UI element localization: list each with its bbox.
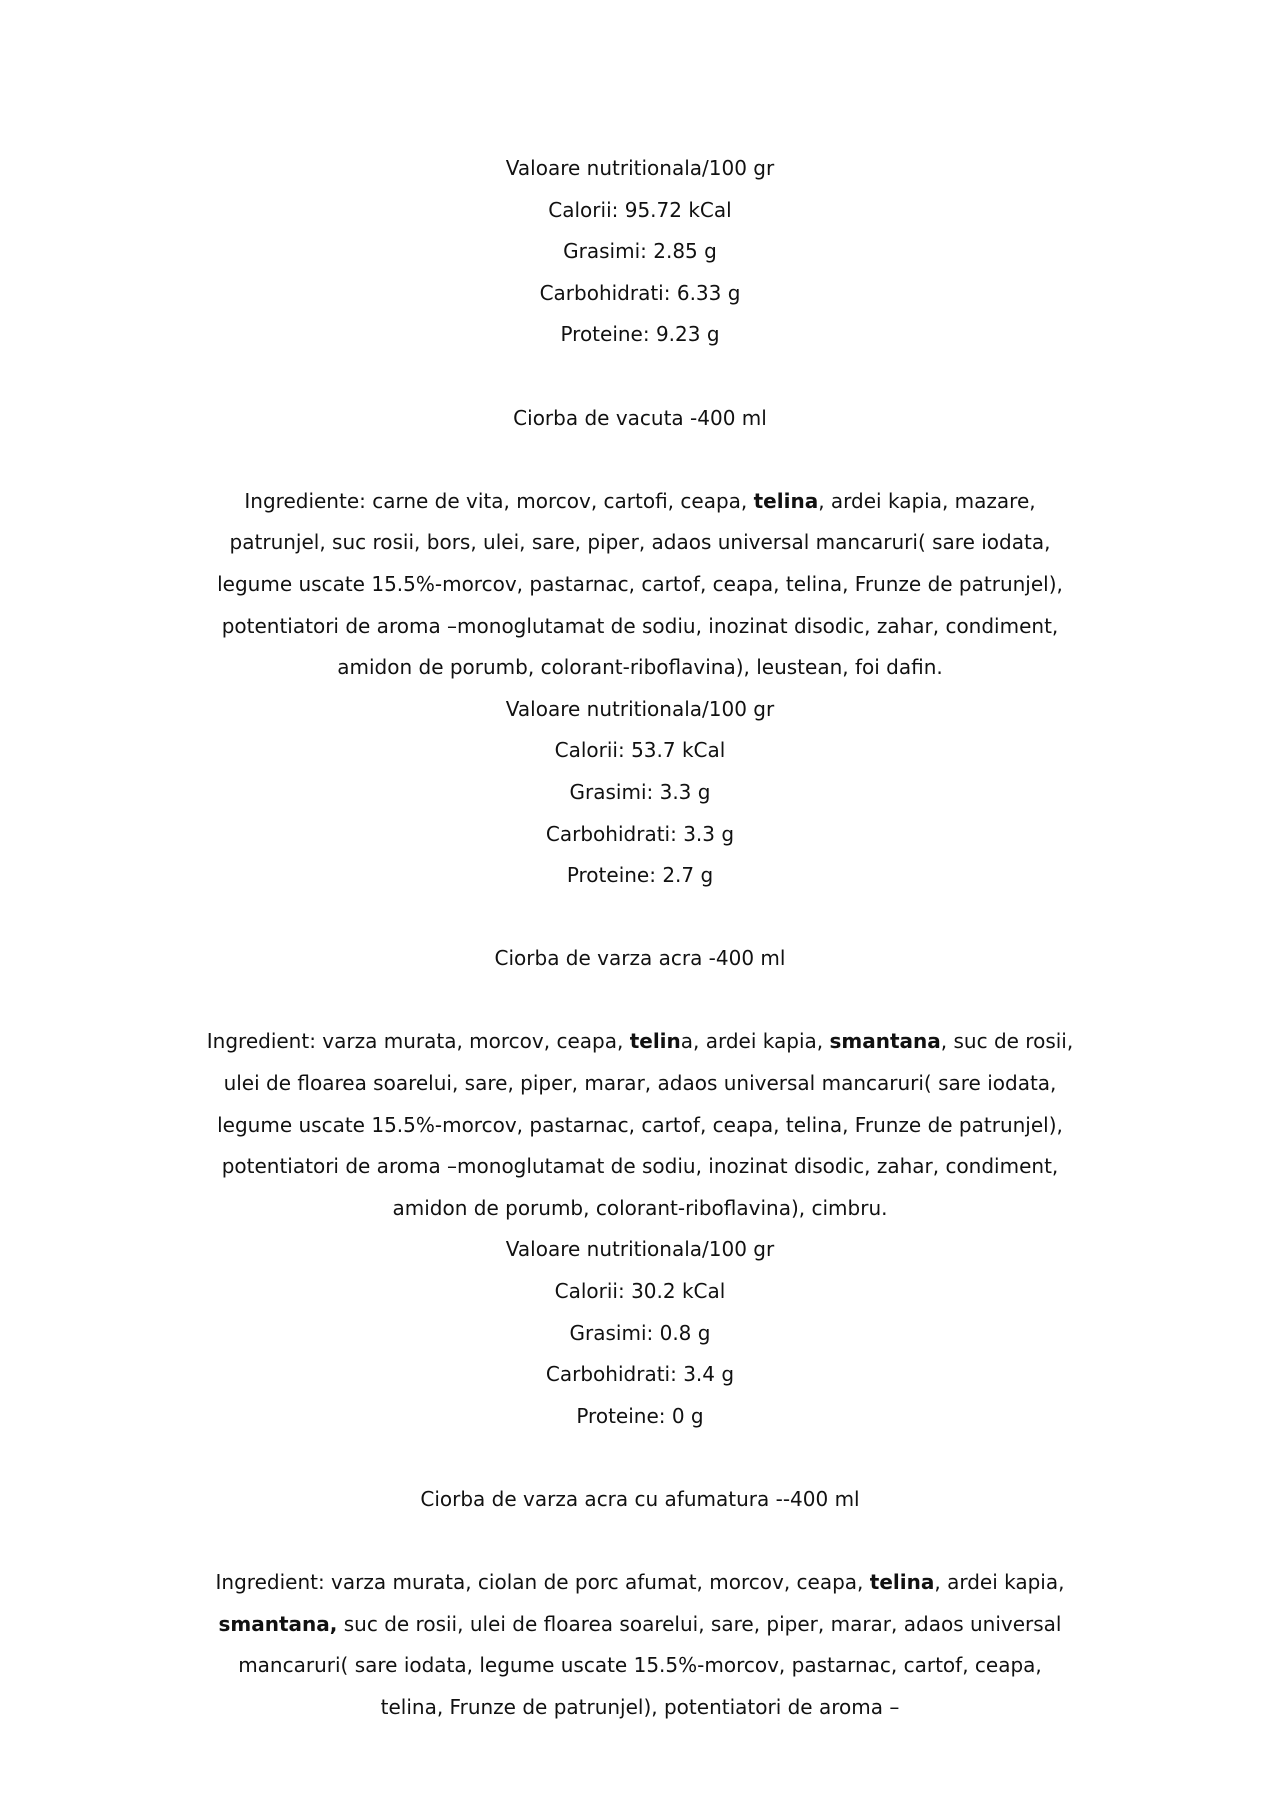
ingredients-line: potentiatori de aroma –monoglutamat de sodiu, inozinat disodic, zahar, condiment, [221,1154,1059,1179]
ingredients-line: amidon de porumb, colorant-riboflavina), cimbru. [392,1195,888,1220]
allergen-highlight: telin [629,1029,681,1054]
nutrition-calories: Calorii: 30.2 kCal [554,1279,726,1304]
ingredients-line: Ingrediente: carne de vita, morcov, cartofi, ceapa, telina, ardei kapia, mazare, [244,488,1036,513]
allergen-highlight: smantana [829,1029,941,1054]
nutrition-block [0,1229,1280,1437]
ingredients-line: patrunjel, suc rosii, bors, ulei, sare, piper, adaos universal mancaruri( sare iodata, [229,530,1051,555]
ingredients-line: legume uscate 15.5%-morcov, pastarnac, cartof, ceapa, telina, Frunze de patrunjel), [217,1112,1063,1137]
nutrition-protein: Proteine: 0 g [576,1403,704,1428]
ingredients-paragraph [0,1562,1280,1728]
nutrition-carbs: Carbohidrati: 3.3 g [545,821,735,846]
document-page [0,148,1280,1729]
ingredients-line: telina, Frunze de patrunjel), potentiatori de aroma – [380,1694,900,1719]
ingredients-line: Ingredient: varza murata, ciolan de porc afumat, morcov, ceapa, telina, ardei kapia, [215,1570,1065,1595]
ingredients-paragraph [0,481,1280,689]
nutrition-fat: Grasimi: 3.3 g [569,779,711,804]
nutrition-protein: Proteine: 2.7 g [566,863,714,888]
section-title: Ciorba de varza acra -400 ml [494,946,786,971]
ingredients-line: ulei de floarea soarelui, sare, piper, marar, adaos universal mancaruri( sare iodata, [223,1071,1057,1096]
nutrition-calories: Calorii: 95.72 kCal [548,197,732,222]
nutrition-carbs: Carbohidrati: 3.4 g [545,1362,735,1387]
allergen-highlight: telina [869,1570,935,1595]
allergen-highlight: smantana, [218,1611,338,1636]
nutrition-fat: Grasimi: 0.8 g [569,1320,711,1345]
ingredients-line: smantana, suc de rosii, ulei de floarea soarelui, sare, piper, marar, adaos universal [218,1611,1062,1636]
nutrition-carbs: Carbohidrati: 6.33 g [539,280,741,305]
ingredients-line: Ingredient: varza murata, morcov, ceapa, telina, ardei kapia, smantana, suc de rosii, [206,1029,1074,1054]
nutrition-block [0,689,1280,897]
nutrition-calories: Calorii: 53.7 kCal [554,738,726,763]
ingredients-line: legume uscate 15.5%-morcov, pastarnac, cartof, ceapa, telina, Frunze de patrunjel), [217,571,1063,596]
ingredients-line: mancaruri( sare iodata, legume uscate 15.5%-morcov, pastarnac, cartof, ceapa, [238,1653,1042,1678]
nutrition-heading: Valoare nutritionala/100 gr [505,156,775,180]
nutrition-fat: Grasimi: 2.85 g [563,239,717,264]
section-title: Ciorba de vacuta -400 ml [513,405,767,430]
section-title: Ciorba de varza acra cu afumatura --400 ml [420,1487,860,1511]
nutrition-heading: Valoare nutritionala/100 gr [505,1237,775,1262]
nutrition-block [0,148,1280,356]
ingredients-line: potentiatori de aroma –monoglutamat de sodiu, inozinat disodic, zahar, condiment, [221,613,1059,638]
ingredients-paragraph [0,1021,1280,1229]
nutrition-protein: Proteine: 9.23 g [560,322,720,347]
allergen-highlight: telina [753,488,819,513]
nutrition-heading: Valoare nutritionala/100 gr [505,696,775,721]
ingredients-line: amidon de porumb, colorant-riboflavina), leustean, foi dafin. [337,655,943,680]
